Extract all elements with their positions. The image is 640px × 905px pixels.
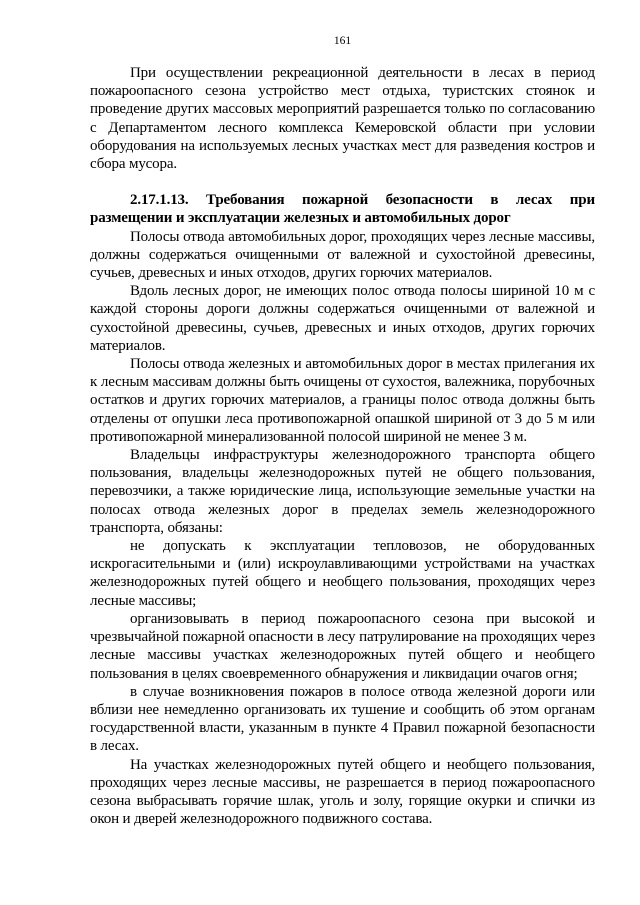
paragraph-forest-roads: Вдоль лесных дорог, не имеющих полос отвода полосы шириной 10 м с каждой стороны дороги должны содержаться очищенными от валежной и сухостойной древесины, сучьев, древесных и иных отходов, других горючих материалов. [90, 283, 595, 354]
section-heading: 2.17.1.13. Требования пожарной безопасности в лесах при размещении и эксплуатации железных и автомобильных дорог [90, 192, 595, 227]
paragraph-prohibition: На участках железнодорожных путей общего и необщего пользования, проходящих через лесные массивы, не разрешается в период пожароопасного сезона выбрасывать горячие шлак, уголь и золу, горящие окурки и спички из окон и дверей железнодорожного подвижного состава. [90, 756, 595, 828]
paragraph-railway-owners-obligations: Владельцы инфраструктуры железнодорожного транспорта общего пользования, владельцы железнодорожных путей не общего пользования, перевозчики, а также юридические лица, использующие земельные участки на полосах отвода железных дорог в пределах земель железнодорожного транспорта, обязаны: [90, 447, 595, 536]
paragraph-road-allotment: Полосы отвода автомобильных дорог, проходящих через лесные массивы, должны содержаться очищенными от валежной и сухостойной древесины, сучьев, древесных и иных отходов, других горючих материалов. [90, 228, 595, 282]
intro-paragraph: При осуществлении рекреационной деятельности в лесах в период пожароопасного сезона устройство мест отдыха, туристских стоянок и проведение других массовых мероприятий разрешается только по согласованию с Департаментом лесного комплекса Кемеровской области при условии оборудования на используемых лесных участках мест для разведения костров и сбора мусора. [90, 65, 595, 173]
paragraph-locomotives: не допускать к эксплуатации тепловозов, не оборудованных искрогасительными и (или) искроулавливающими устройствами на участках железнодорожных путей общего и необщего пользования, проходящих через лесные массивы; [90, 538, 595, 609]
paragraph-fire-response: в случае возникновения пожаров в полосе отвода железной дороги или вблизи нее немедленно организовать их тушение и сообщить об этом органам государственной власти, указанным в пункте 4 Правил пожарной безопасности в лесах. [90, 683, 595, 755]
document-page [90, 34, 595, 828]
paragraph-patrolling: организовывать в период пожароопасного сезона при высокой и чрезвычайной пожарной опасности в лесу патрулирование на проходящих через лесные массивы участках железнодорожных путей общего и необщего пользования в целях своевременного обнаружения и ликвидации очагов огня; [90, 610, 595, 682]
paragraph-allotment-boundaries: Полосы отвода железных и автомобильных дорог в местах прилегания их к лесным массивам должны быть очищены от сухостоя, валежника, порубочных остатков и других горючих материалов, а границы полос отвода должны быть отделены от опушки леса противопожарной опашкой шириной от 3 до 5 м или противопожарной минерализованной полосой шириной не менее 3 м. [90, 356, 595, 445]
page-number: 161 [333, 35, 352, 47]
